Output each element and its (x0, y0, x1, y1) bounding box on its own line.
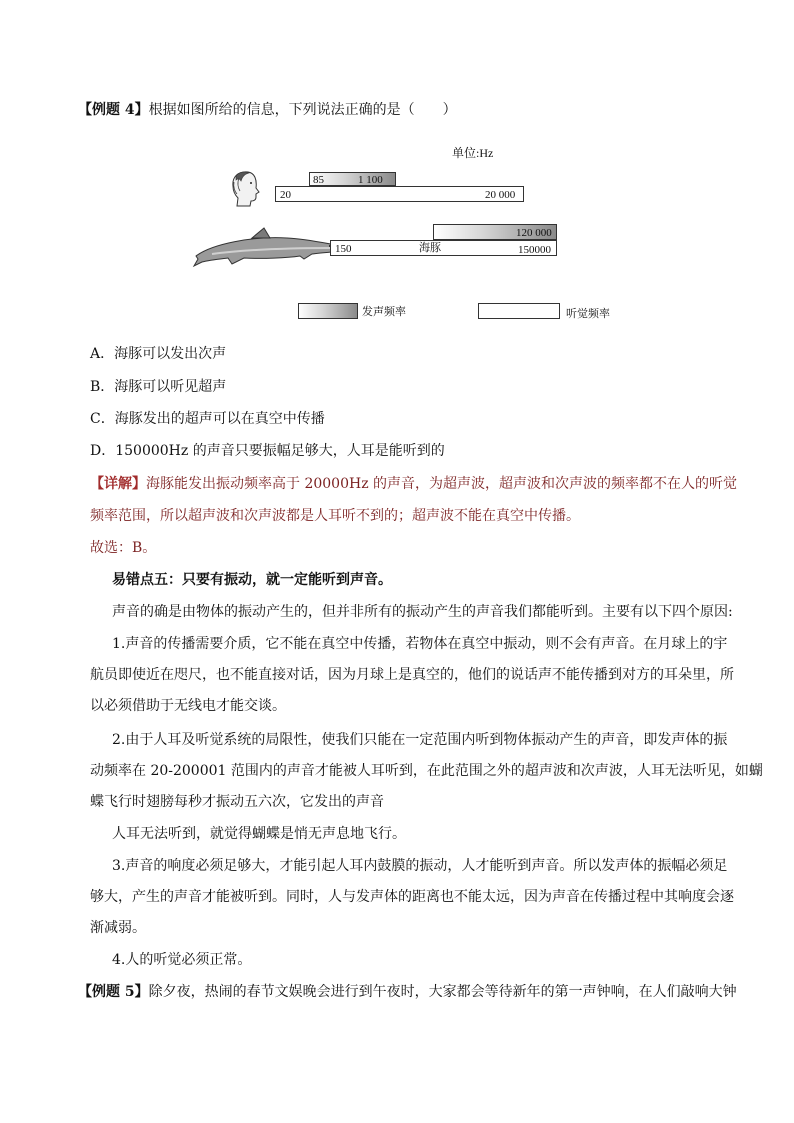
unit-label: 单位:Hz (452, 146, 494, 160)
dolphin-icon (192, 226, 352, 268)
reason3-line1: 3.声音的响度必须足够大，才能引起人耳内鼓膜的振动，人才能听到声音。所以发声体的振幅必须足 (112, 858, 728, 874)
example5-line (78, 983, 737, 1001)
dolphin-hear-bar (330, 240, 557, 256)
dolphin-emit-bar (433, 224, 557, 240)
reason1-line3: 以必须借助于无线电才能交谈。 (90, 698, 286, 714)
human-hear-high: 20 000 (485, 189, 516, 201)
reason2-line4: 人耳无法听到，就觉得蝴蝶是悄无声息地飞行。 (112, 826, 406, 842)
dolphin-hear-high: 150000 (518, 244, 551, 256)
dolphin-name: 海豚 (419, 241, 441, 254)
dolphin-hear-low: 150 (335, 243, 352, 255)
dolphin-emit-high: 120 000 (516, 227, 552, 239)
legend-emit-label: 发声频率 (362, 305, 406, 318)
reason2-line2: 动频率在 20-200001 范围内的声音才能被人耳听到，在此范围之外的超声波和次声波，人耳无法听见，如蝴 (90, 763, 763, 779)
option-c: C．海豚发出的超声可以在真空中传播 (90, 411, 325, 427)
point5-intro: 声音的确是由物体的振动产生的，但并非所有的振动产生的声音我们都能听到。主要有以下四个原因: (112, 604, 733, 620)
human-hear-low: 20 (280, 189, 291, 201)
reason3-line3: 渐减弱。 (90, 920, 146, 936)
reason4-line1: 4.人的听觉必须正常。 (112, 952, 252, 968)
human-emit-low: 85 (313, 174, 324, 186)
detail-answer: 故选：B。 (90, 540, 157, 556)
example5-tag: 【例题 5】 (78, 984, 149, 1000)
human-emit-bar (309, 172, 396, 186)
reason3-line2: 够大，产生的声音才能被听到。同时，人与发声体的距离也不能太远，因为声音在传播过程中其响度会逐 (90, 889, 734, 905)
reason2-line3: 蝶飞行时翅膀每秒才振动五六次，它发出的声音 (90, 794, 384, 810)
legend-emit-swatch (298, 303, 358, 319)
detail-tag: 【详解】 (90, 476, 146, 492)
detail-line-2: 频率范围，所以超声波和次声波都是人耳听不到的；超声波不能在真空中传播。 (90, 508, 580, 524)
option-a: A．海豚可以发出次声 (90, 346, 227, 362)
reason1-line1: 1.声音的传播需要介质，它不能在真空中传播，若物体在真空中振动，则不会有声音。在月球上的宇 (112, 636, 728, 652)
reason2-line1: 2.由于人耳及听觉系统的局限性，使我们只能在一定范围内听到物体振动产生的声音，即发声体的振 (112, 732, 728, 748)
example4-question: 根据如图所给的信息，下列说法正确的是（ ） (148, 102, 457, 118)
legend-hear-label: 听觉频率 (566, 307, 610, 320)
example5-text: 除夕夜，热闹的春节文娱晚会进行到午夜时，大家都会等待新年的第一声钟响，在人们敲响大钟 (148, 984, 737, 1000)
option-b: B．海豚可以听见超声 (90, 379, 227, 395)
reason1-line2: 航员即使近在咫尺，也不能直接对话，因为月球上是真空的，他们的说话声不能传播到对方的耳朵里，所 (90, 667, 734, 683)
option-d: D．150000Hz 的声音只要振幅足够大，人耳是能听到的 (90, 443, 445, 459)
human-emit-high: 1 100 (358, 174, 383, 186)
frequency-figure (190, 140, 630, 330)
human-hear-bar (275, 186, 524, 202)
example4-question-line (78, 101, 457, 119)
example4-tag: 【例题 4】 (78, 102, 149, 118)
human-head-icon (228, 168, 268, 208)
detail-line-1 (90, 475, 737, 493)
point5-title: 易错点五：只要有振动，就一定能听到声音。 (112, 572, 392, 588)
legend-hear-swatch (478, 303, 560, 319)
detail-text-1: 海豚能发出振动频率高于 20000Hz 的声音，为超声波，超声波和次声波的频率都不在人的听觉 (146, 476, 738, 492)
